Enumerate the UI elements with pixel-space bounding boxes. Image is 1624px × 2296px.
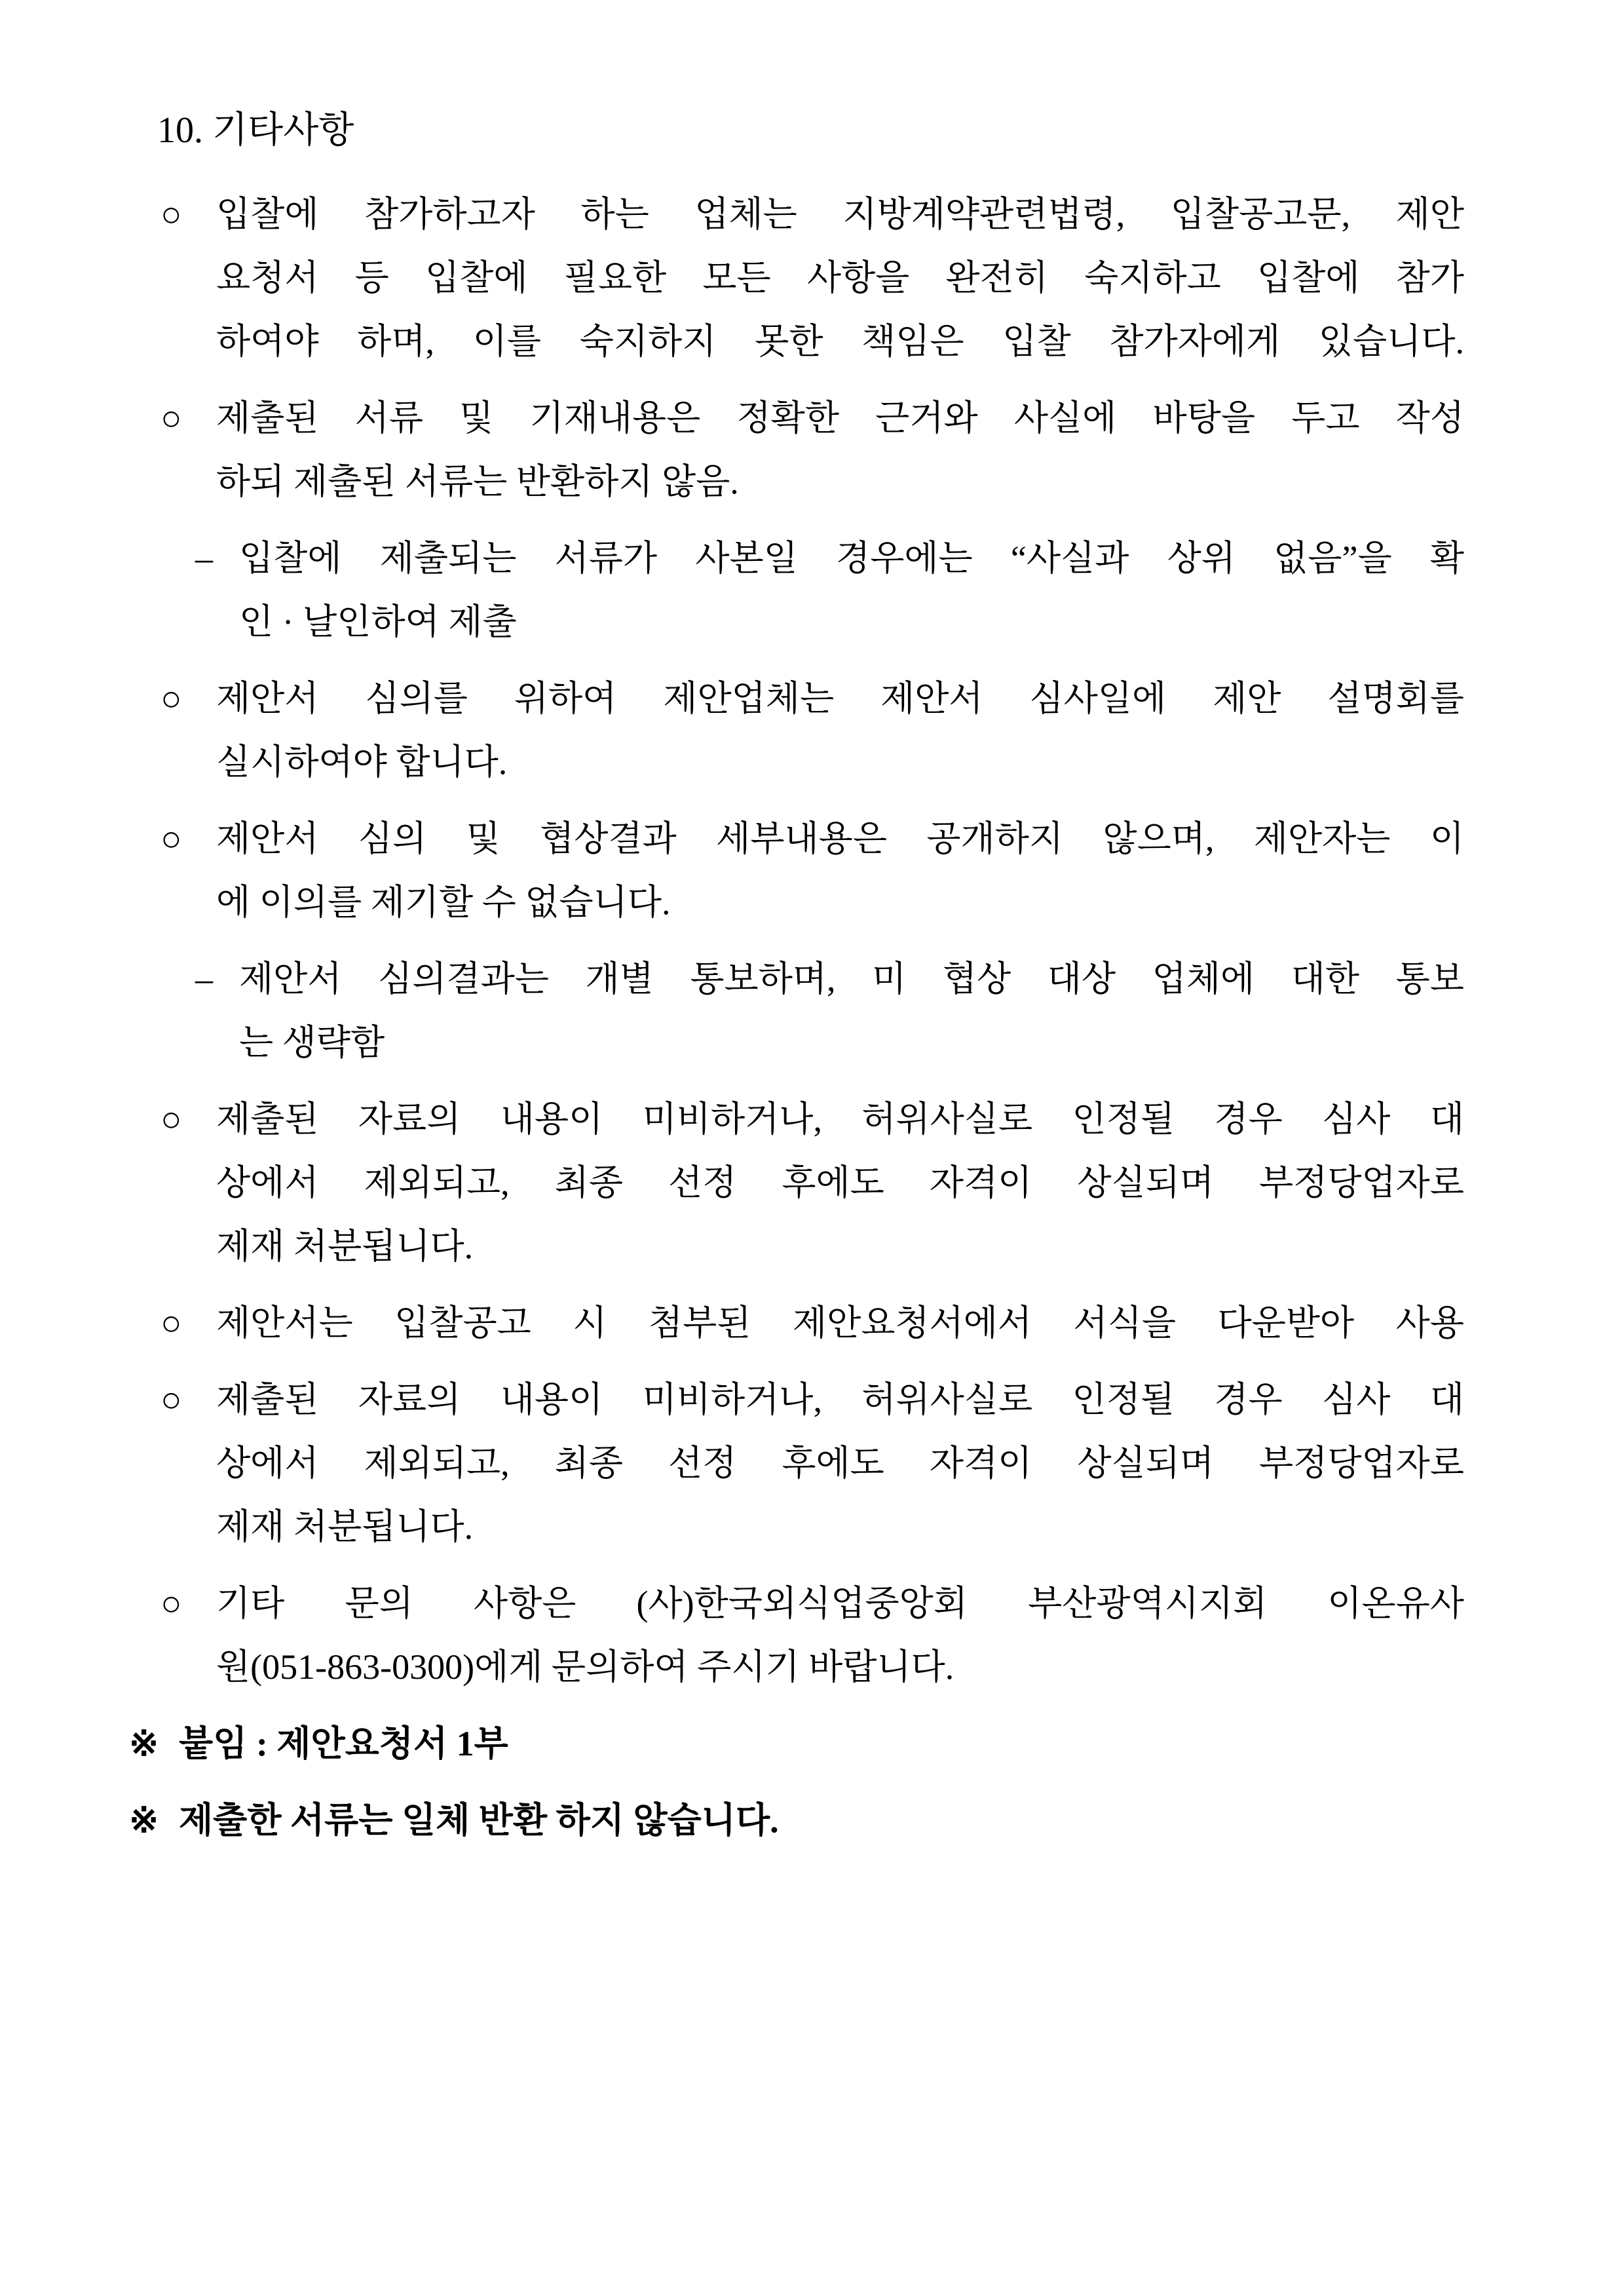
page-content xyxy=(129,99,1464,1866)
text-line: 에 이의를 제기할 수 없습니다. xyxy=(216,883,671,922)
item-list xyxy=(129,183,1464,1852)
bullet-marker: ○ xyxy=(161,679,182,718)
dash-marker: – xyxy=(195,959,213,999)
list-item xyxy=(161,1088,1464,1278)
item-lines xyxy=(216,183,1464,373)
text-line: 제안서 심의결과는 개별 통보하며, 미 협상 대상 업체에 대한 통보 xyxy=(239,959,1464,999)
item-lines xyxy=(216,1368,1464,1559)
bullet-marker: ○ xyxy=(161,398,182,438)
text-line: 제안서 심의 및 협상결과 세부내용은 공개하지 않으며, 제안자는 이 xyxy=(216,819,1464,858)
list-item xyxy=(161,1572,1464,1699)
bullet-marker: ○ xyxy=(161,1584,182,1623)
section-heading: 10. 기타사항 xyxy=(157,110,354,151)
text-line: 제출된 서류 및 기재내용은 정확한 근거와 사실에 바탕을 두고 작성 xyxy=(216,398,1464,438)
text-line: 제재 처분됩니다. xyxy=(216,1507,474,1546)
list-item xyxy=(129,1712,1464,1776)
text-line: 붙임 : 제안요청서 1부 xyxy=(179,1724,508,1763)
text-line: 제재 처분됩니다. xyxy=(216,1227,474,1266)
item-lines xyxy=(216,807,1464,934)
bullet-marker: ○ xyxy=(161,1303,182,1343)
item-lines xyxy=(216,1572,1464,1699)
text-line: 제안서는 입찰공고 시 첨부된 제안요청서에서 서식을 다운받아 사용 xyxy=(216,1303,1464,1343)
item-lines xyxy=(216,1292,1464,1355)
bullet-marker: ○ xyxy=(161,195,182,234)
list-item xyxy=(161,807,1464,934)
item-lines xyxy=(179,1789,1464,1852)
list-item xyxy=(129,1789,1464,1852)
text-line: 상에서 제외되고, 최종 선정 후에도 자격이 상실되며 부정당업자로 xyxy=(216,1163,1464,1202)
text-line: 하되 제출된 서류는 반환하지 않음. xyxy=(216,462,739,501)
text-line: 원(051-863-0300)에게 문의하여 주시기 바랍니다. xyxy=(216,1647,954,1687)
list-item xyxy=(161,387,1464,514)
bullet-marker: ○ xyxy=(161,819,182,858)
item-lines xyxy=(216,667,1464,794)
bullet-marker: ○ xyxy=(161,1380,182,1419)
note-marker: ※ xyxy=(129,1724,159,1763)
item-lines xyxy=(216,387,1464,514)
list-item xyxy=(161,1368,1464,1559)
list-item xyxy=(195,947,1464,1075)
item-lines xyxy=(216,1088,1464,1278)
text-line: 실시하여야 합니다. xyxy=(216,742,508,782)
list-item xyxy=(161,667,1464,794)
text-line: 기타 문의 사항은 (사)한국외식업중앙회 부산광역시지회 이온유사 xyxy=(216,1584,1464,1623)
list-item xyxy=(161,183,1464,373)
text-line: 인 · 날인하여 제출 xyxy=(239,602,517,641)
list-item xyxy=(195,527,1464,654)
text-line: 제출한 서류는 일체 반환 하지 않습니다. xyxy=(179,1801,779,1840)
text-line: 입찰에 제출되는 서류가 사본일 경우에는 “사실과 상위 없음”을 확 xyxy=(239,539,1464,578)
text-line: 제출된 자료의 내용이 미비하거나, 허위사실로 인정될 경우 심사 대 xyxy=(216,1380,1464,1419)
text-line: 제안서 심의를 위하여 제안업체는 제안서 심사일에 제안 설명회를 xyxy=(216,679,1464,718)
item-lines xyxy=(239,947,1464,1075)
text-line: 입찰에 참가하고자 하는 업체는 지방계약관련법령, 입찰공고문, 제안 xyxy=(216,195,1464,234)
dash-marker: – xyxy=(195,539,213,578)
text-line: 하여야 하며, 이를 숙지하지 못한 책임은 입찰 참가자에게 있습니다. xyxy=(216,322,1464,361)
text-line: 요청서 등 입찰에 필요한 모든 사항을 완전히 숙지하고 입찰에 참가 xyxy=(216,258,1464,297)
note-marker: ※ xyxy=(129,1801,159,1840)
text-line: 는 생략함 xyxy=(239,1023,385,1062)
item-lines xyxy=(239,527,1464,654)
list-item xyxy=(161,1292,1464,1355)
text-line: 상에서 제외되고, 최종 선정 후에도 자격이 상실되며 부정당업자로 xyxy=(216,1444,1464,1483)
text-line: 제출된 자료의 내용이 미비하거나, 허위사실로 인정될 경우 심사 대 xyxy=(216,1100,1464,1139)
item-lines xyxy=(179,1712,1464,1776)
bullet-marker: ○ xyxy=(161,1100,182,1139)
